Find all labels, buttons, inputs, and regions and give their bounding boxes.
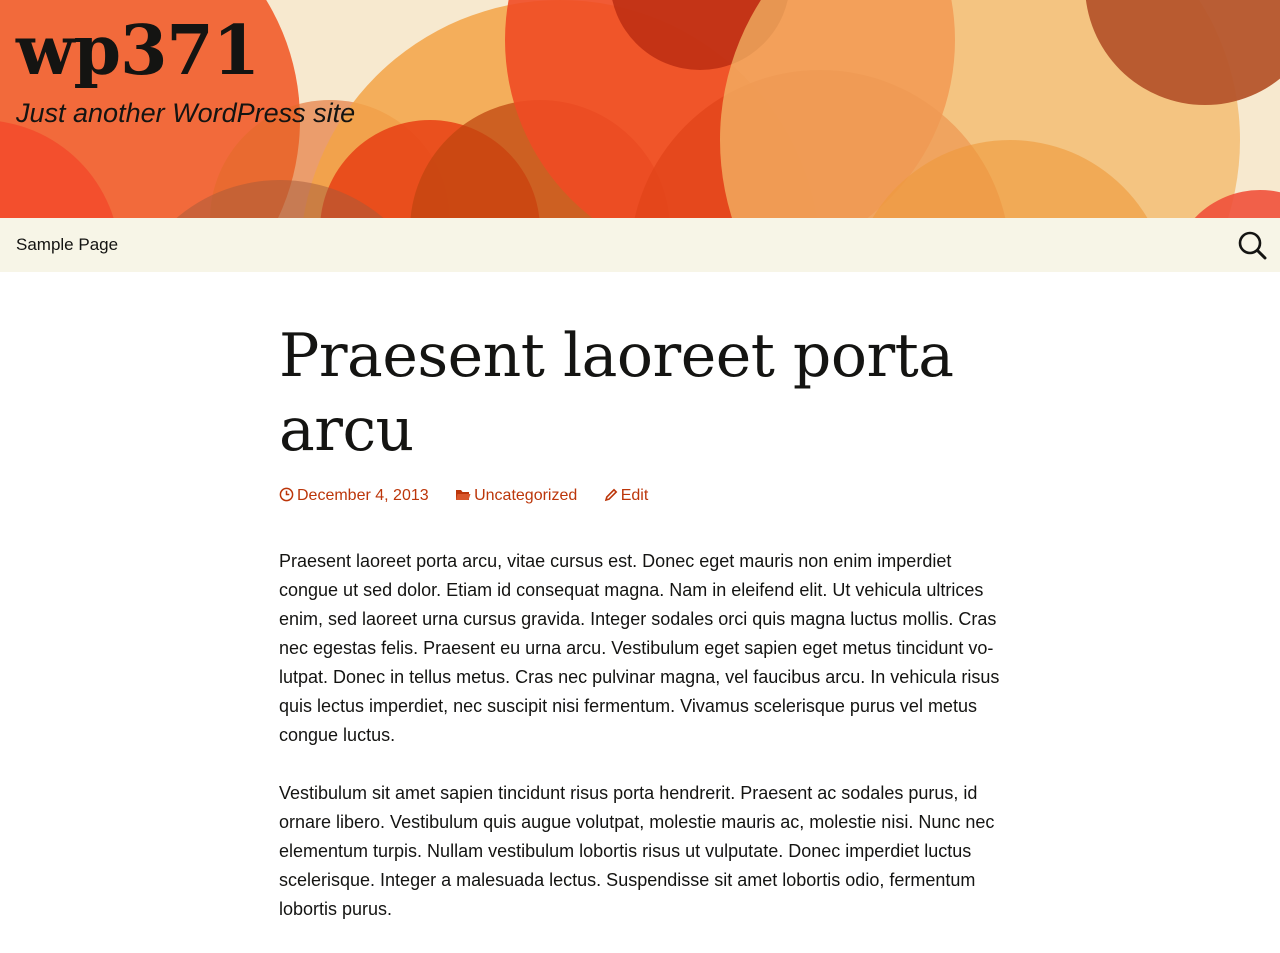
site-header xyxy=(0,0,1280,218)
post-edit-link[interactable] xyxy=(604,485,649,507)
post-category: Uncategorized xyxy=(474,487,578,504)
post-content xyxy=(279,547,1014,924)
nav-item-sample-page[interactable]: Sample Page xyxy=(16,235,119,254)
search-icon xyxy=(1234,227,1270,263)
main-navigation xyxy=(0,218,1280,272)
pencil-icon xyxy=(604,488,618,502)
post-paragraph: Praesent laoreet porta arcu, vitae cursus est. Donec eget mauris non enim imperdiet congue ut sed dolor. Etiam id consequat magna. Nam in eleifend elit. Ut vehicula ultrices enim, sed laoreet urna cursus gravida. Integer sodales orci quis magna luctus mollis. Cras nec egestas felis. Praesent eu urna arcu. Vestibulum eget sapien eget metus tincidunt vo-lutpat. Donec in tellus metus. Cras nec pulvinar magna, vel faucibus arcu. In vehicula risus quis lectus imperdiet, nec suscipit nisi fermentum. Vivamus scelerisque purus vel metus congue luctus. xyxy=(279,551,1000,745)
clock-icon xyxy=(279,487,294,502)
post-title: Praesent laoreet porta arcu xyxy=(279,321,954,465)
post-paragraph: Vestibulum sit amet sapien tincidunt risus porta hendrerit. Praesent ac sodales purus, id ornare libero. Vestibulum quis augue volutpat, molestie mauris ac, molestie nisi. Nunc nec elementum turpis. Nullam vestibulum lobortis risus ut vulputate. Donec imperdiet luctus scelerisque. Integer a malesuada lectus. Suspendisse sit amet lobortis odio, fermentum lobortis purus. xyxy=(279,783,995,919)
search-button[interactable] xyxy=(1234,227,1270,263)
post-date-link[interactable] xyxy=(279,485,429,507)
folder-icon xyxy=(455,488,471,502)
post-meta xyxy=(279,485,1014,507)
post-category-link[interactable] xyxy=(455,485,577,507)
site-description: Just another WordPress site xyxy=(16,98,356,128)
post-edit: Edit xyxy=(620,487,649,504)
site-title-link[interactable]: wp371 xyxy=(16,11,260,91)
post-date: December 4, 2013 xyxy=(297,487,429,504)
post-entry xyxy=(279,272,1014,953)
